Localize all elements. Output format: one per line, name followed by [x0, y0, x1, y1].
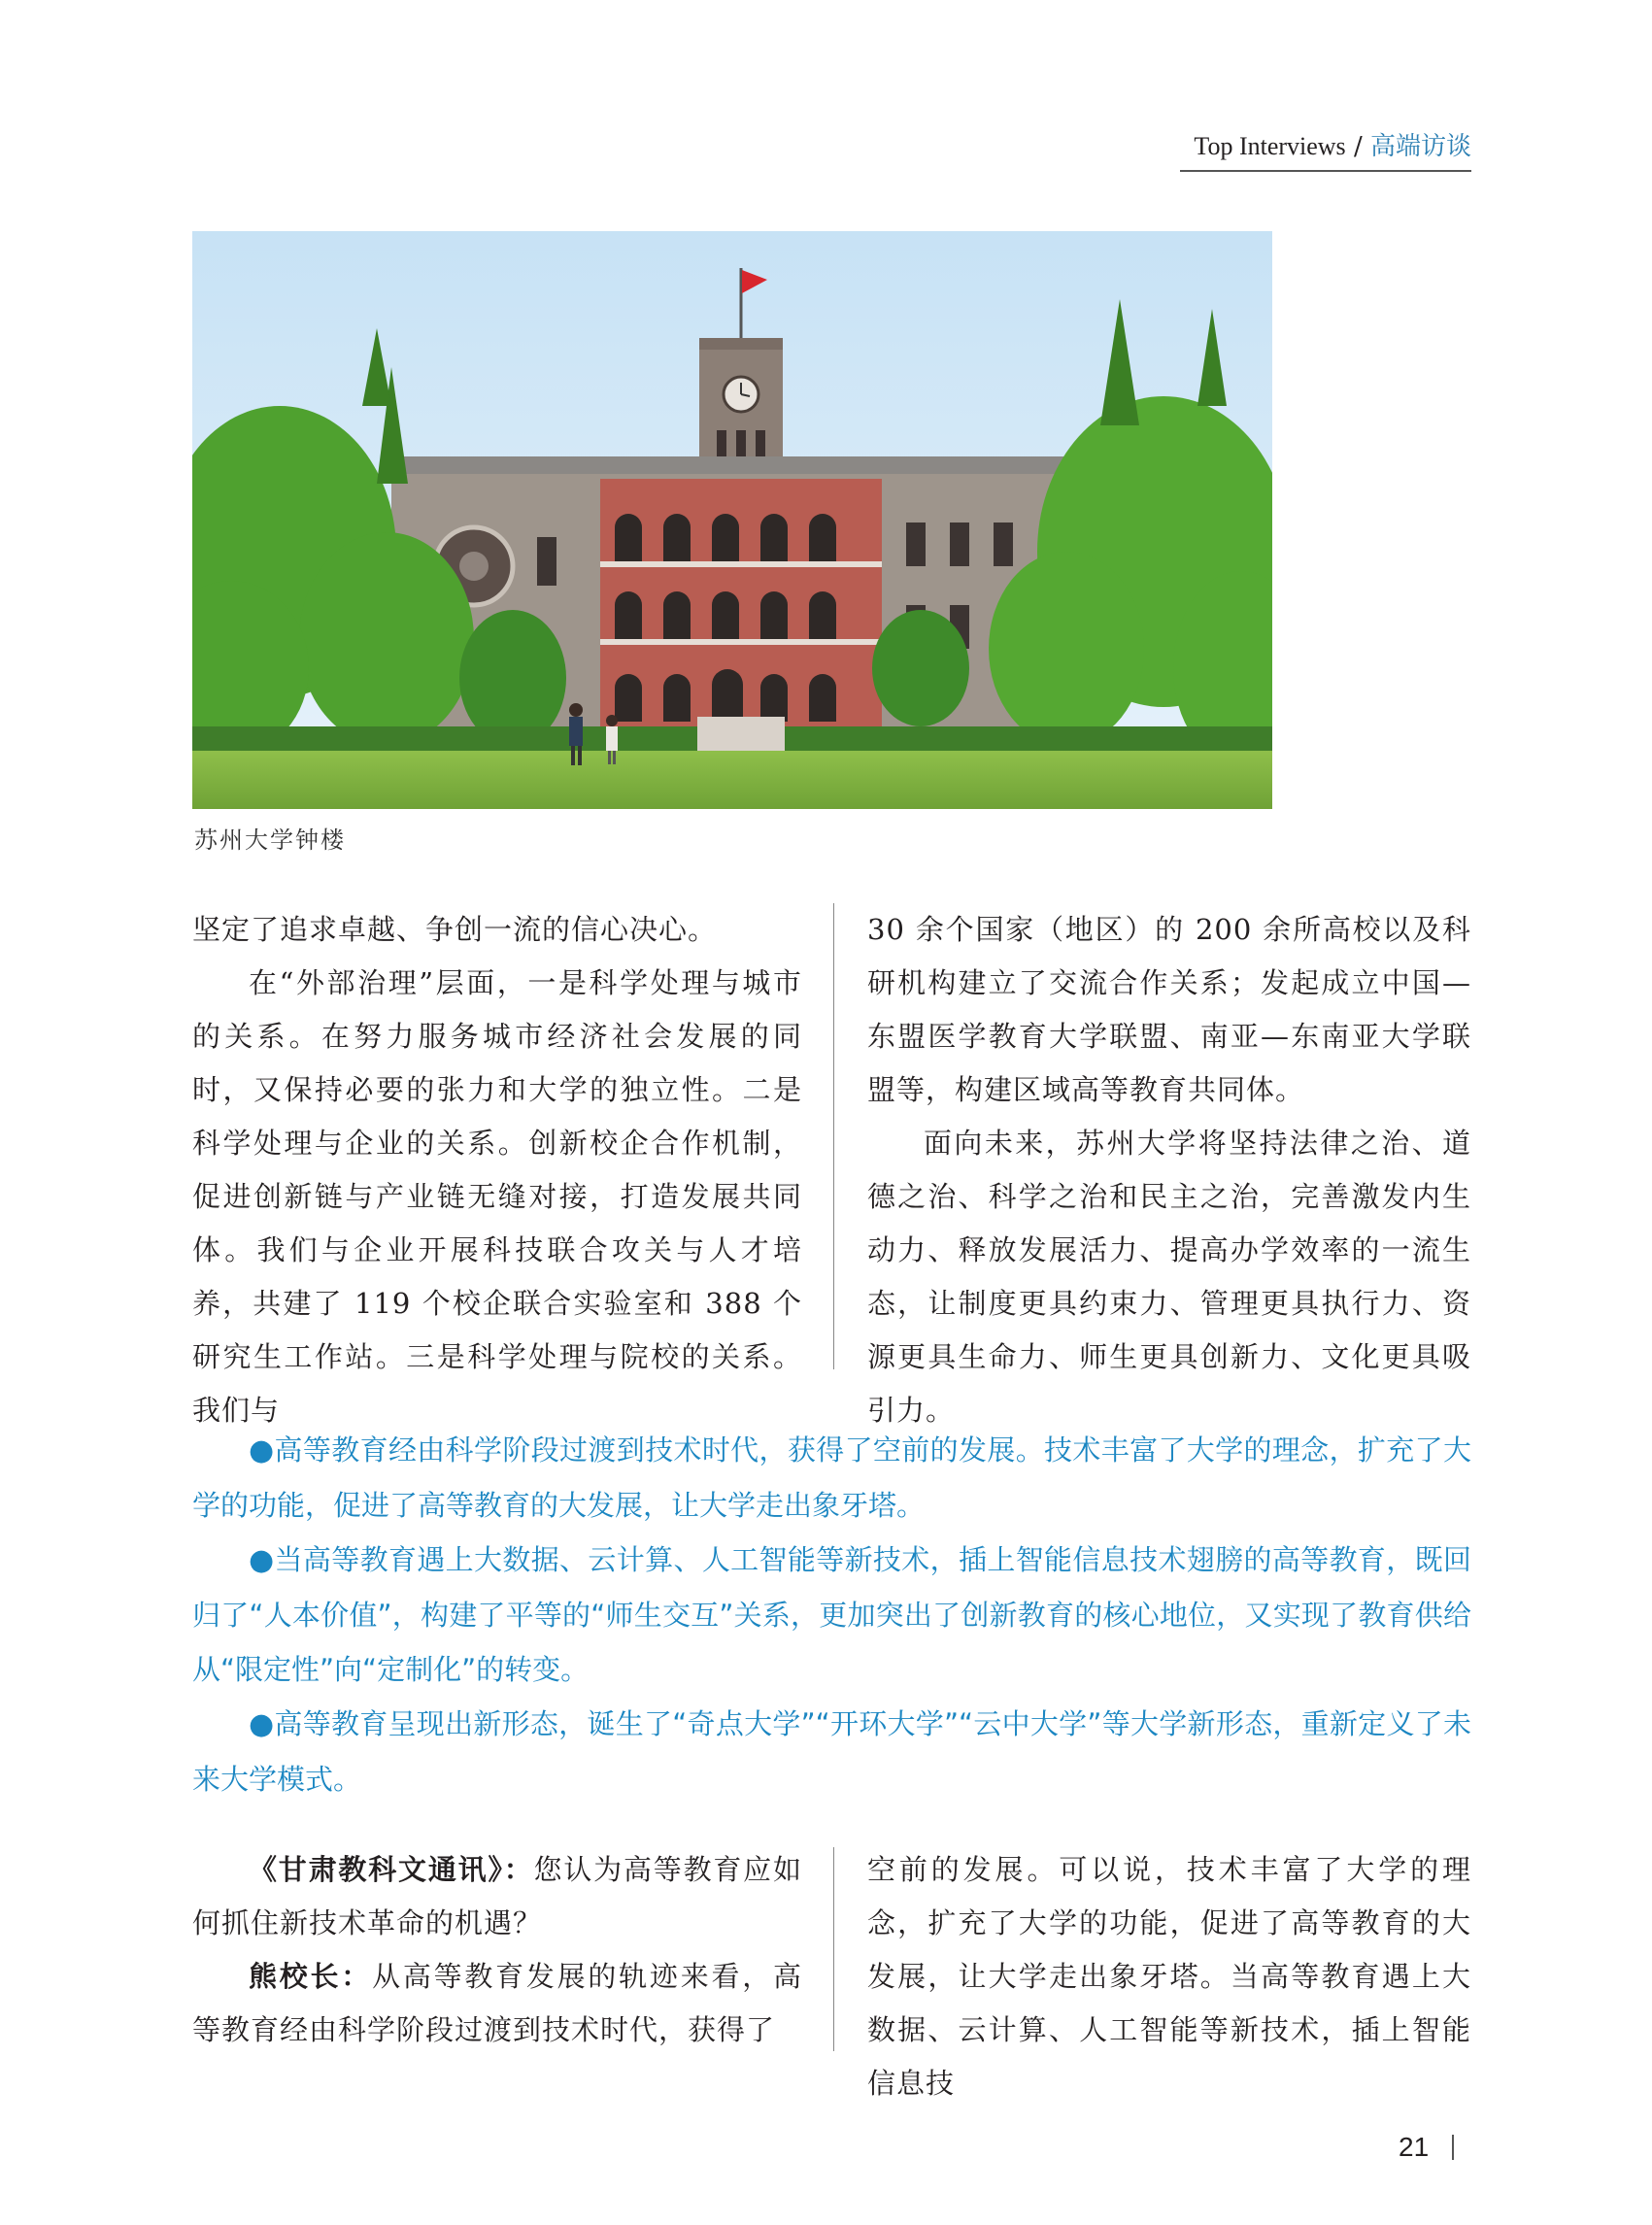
clock-tower-photo [192, 231, 1272, 809]
page-number: 21 [1399, 2132, 1430, 2162]
bullet-dot-icon: ● [249, 1707, 275, 1741]
question-paragraph [192, 1843, 802, 1950]
running-header [1180, 126, 1471, 172]
header-chinese: 高端访谈 [1369, 132, 1471, 161]
bullet-dot-icon: ● [249, 1433, 275, 1467]
body-column-4 [867, 1843, 1471, 2110]
highlight-box [192, 1423, 1471, 1806]
highlight-item: ●高等教育呈现出新形态，诞生了“奇点大学”“开环大学”“云中大学”等大学新形态，重新定义了未来大学模式。 [192, 1707, 1471, 1796]
clock-tower-illustration [192, 231, 1272, 809]
body-column-2 [867, 903, 1471, 1437]
answer-continued: 空前的发展。可以说，技术丰富了大学的理念，扩充了大学的功能，促进了高等教育的大发展，让大学走出象牙塔。当高等教育遇上大数据、云计算、人工智能等新技术，插上智能信息技 [867, 1853, 1471, 2100]
header-english: Top Interviews [1194, 132, 1346, 160]
paragraph: 坚定了追求卓越、争创一流的信心决心。 [192, 913, 718, 946]
answerer-label: 熊校长： [249, 1960, 373, 1993]
question-text: 您认为高等教育应如何抓住新技术革命的机遇？ [192, 1853, 802, 1939]
header-separator: / [1345, 132, 1370, 161]
answer-paragraph [192, 1950, 802, 2057]
highlight-item: ●当高等教育遇上大数据、云计算、人工智能等新技术，插上智能信息技术翅膀的高等教育，既回归了“人本价值”，构建了平等的“师生交互”关系，更加突出了创新教育的核心地位，又实现了教育供给从“限定性”向“定制化”的转变。 [192, 1543, 1471, 1686]
paragraph: 面向未来，苏州大学将坚持法律之治、道德之治、科学之治和民主之治，完善激发内生动力、释放发展活力、提高办学效率的一流生态，让制度更具约束力、管理更具执行力、资源更具生命力、师生更具创新力、文化更具吸引力。 [867, 1127, 1471, 1427]
bullet-dot-icon: ● [249, 1543, 275, 1577]
paragraph: 在“外部治理”层面，一是科学处理与城市的关系。在努力服务城市经济社会发展的同时，又保持必要的张力和大学的独立性。二是科学处理与企业的关系。创新校企合作机制，促进创新链与产业链无缝对接，打造发展共同体。我们与企业开展科技联合攻关与人才培养，共建了 119 个校企联合实验室和 388 个研究生工作站。三是科学处理与院校的关系。我们与 [192, 966, 802, 1427]
photo-caption: 苏州大学钟楼 [194, 826, 346, 854]
body-column-1 [192, 903, 802, 1437]
page-number-bar [1452, 2135, 1454, 2160]
answer-text: 从高等教育发展的轨迹来看，高等教育经由科学阶段过渡到技术时代，获得了 [192, 1960, 802, 2046]
column-divider [833, 1847, 834, 2051]
column-divider [833, 903, 834, 1369]
highlight-item: ●高等教育经由科学阶段过渡到技术时代，获得了空前的发展。技术丰富了大学的理念，扩充了大学的功能，促进了高等教育的大发展，让大学走出象牙塔。 [192, 1433, 1471, 1522]
paragraph: 30 余个国家（地区）的 200 余所高校以及科研机构建立了交流合作关系；发起成立中国—东盟医学教育大学联盟、南亚—东南亚大学联盟等，构建区域高等教育共同体。 [867, 913, 1471, 1106]
body-column-3 [192, 1843, 802, 2057]
asker-label: 《甘肃教科文通讯》： [249, 1853, 534, 1886]
